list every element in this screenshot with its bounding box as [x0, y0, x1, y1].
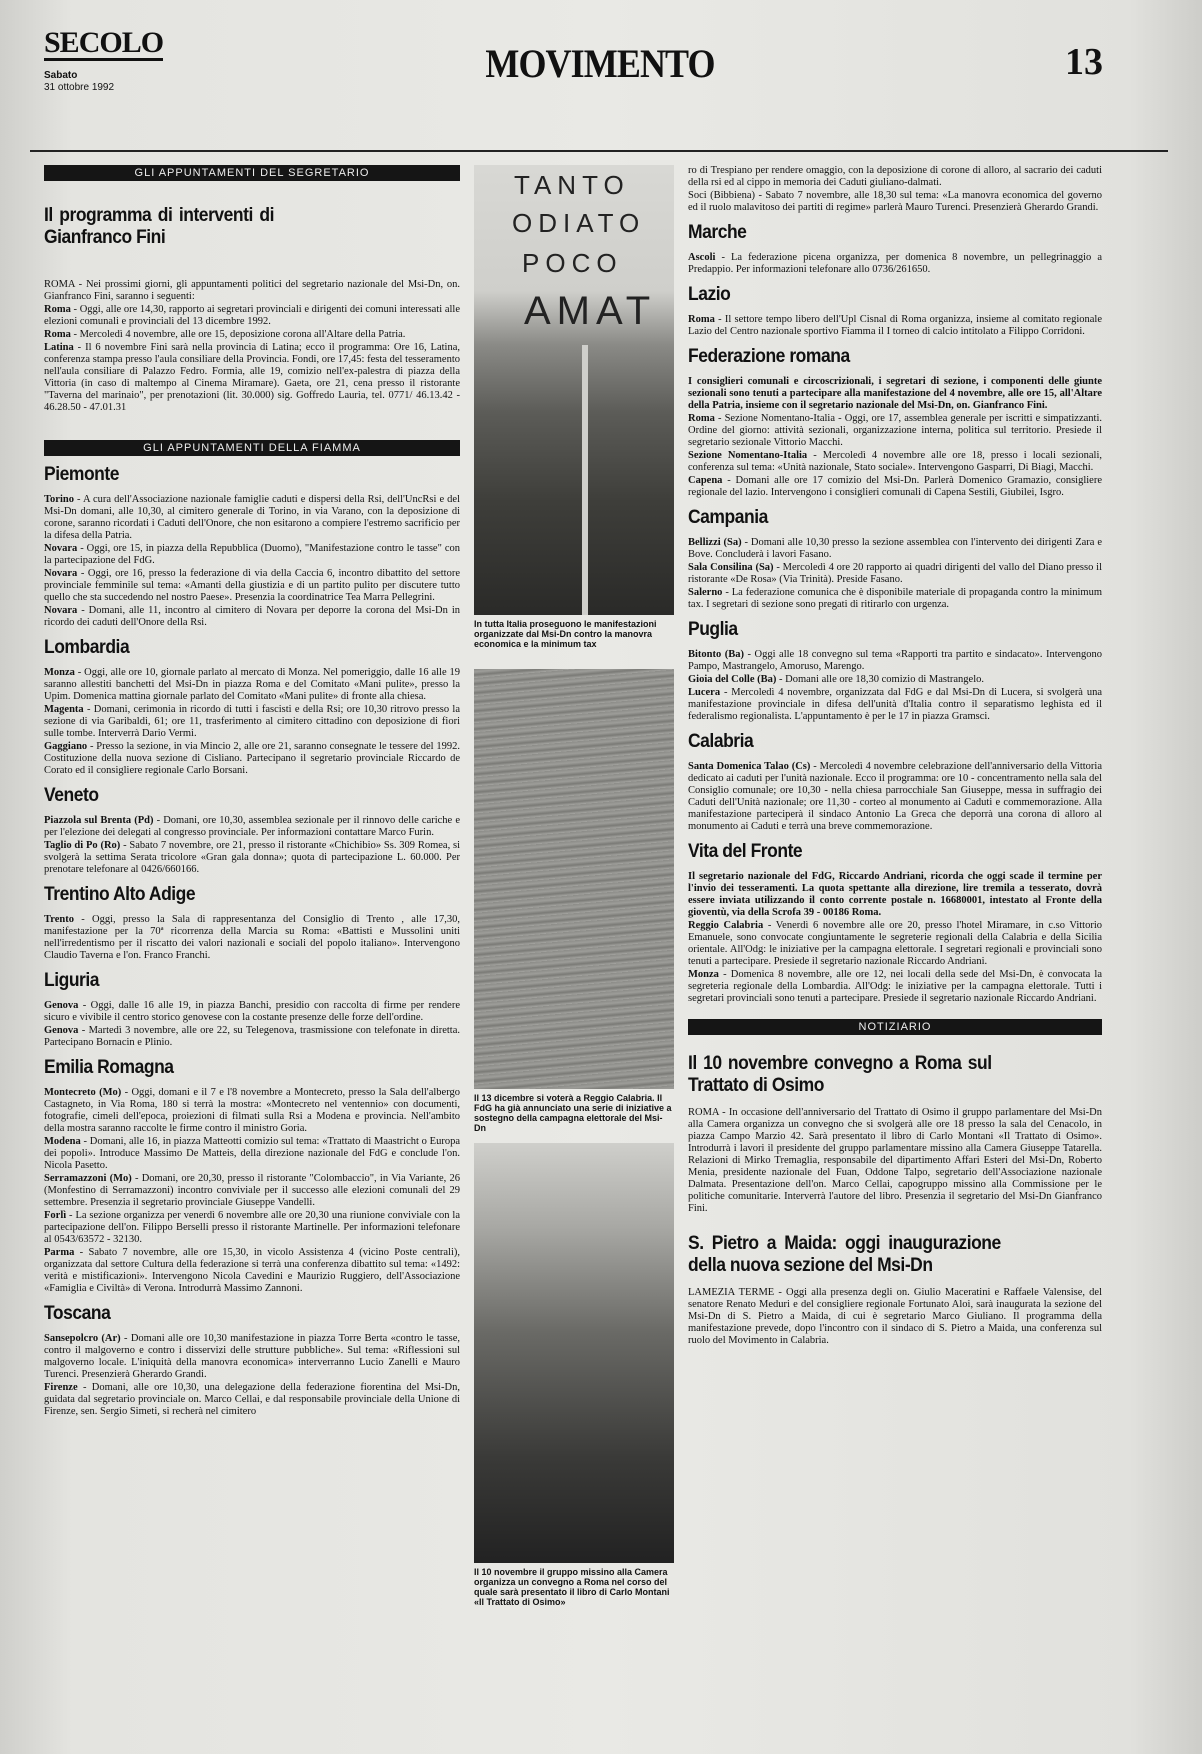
appointment-item: Modena - Domani, alle 16, in piazza Matteotti comizio sul tema: «Trattato di Maastricht o Europa dei popoli». Introduce Massimo De Matteis, della direzione nazionale del FdG e conclude l'on. Nicola Pasetto. [44, 1136, 460, 1171]
appointment-item: Novara - Oggi, ore 15, in piazza della Repubblica (Duomo), "Manifestazione contro le tasse" con la partecipazione del FdG. [44, 543, 460, 566]
appointment-item: Firenze - Domani, alle ore 10,30, una delegazione della federazione fiorentina del Msi-Dn, guidata dal segretario provinciale on. Marco Cellai, e dal responsabile provinciale della Unione di Firenze, sen. Sergio Simeti, si recherà nel cimitero [44, 1382, 460, 1417]
appointment-item: Novara - Domani, alle 11, incontro al cimitero di Novara per deporre la corona del Msi-Dn in ricordo dei caduti dell'Onore della Rsi. [44, 605, 460, 628]
banner-line-3: POCO [522, 248, 623, 278]
region-heading: Federazione romana [688, 346, 850, 367]
appointment-item: Novara - Oggi, ore 16, presso la federazione di via della Caccia 6, incontro dibattito del settore provinciale femminile sul tema: «Amanti della giustizia e di un partito pulito per discutere tutto quello che sta succedendo nel nostro Paese». Presenzia la coordinatrice Tea Marra Pellegrini. [44, 568, 460, 603]
banner-line-2: ODIATO [512, 208, 646, 238]
left-regions [44, 464, 460, 1418]
banner-line-4: AMAT [524, 289, 657, 333]
right-regions [688, 222, 1102, 1005]
schedule-item: Latina - Il 6 novembre Fini sarà nella provincia di Latina; ecco il programma: Ore 16, Latina, conferenza stampa presso l'aula consiliare della Provincia. Fondi, ore 17,45: festa del tesseramento nell'aula consiliare di Palazzo Fedro. Formia, alle 19, comizio nell'ex-palestra di piazza della Vittoria (in caso di maltempo al Cinema Miramare). Gaeta, ore 21, cena presso il ristorante "Taverna del marinaio", per prenotazioni (lit. 30.000) sig. Goffredo Lauria, tel. 0771/ 46.13.42 - 46.28.50 - 47.01.31 [44, 342, 460, 413]
news-osimo-body: ROMA - In occasione dell'anniversario del Trattato di Osimo il gruppo parlamentare del Msi-Dn alla Camera organizza un convegno che si svolgerà alle ore 18 presso la sala del Cenacolo, in piazza Campo Marzio 42. Sarà presentato il libro di Carlo Montani «Il Trattato di Osimo». Introdurrà i lavori il presidente del gruppo parlamentare missino alla Camera Giuseppe Tatarella. Relazioni di Mirko Tremaglia, responsabile del dipartimento Affari Esteri del Msi-Dn, Roberto Menia, presidente nazionale del Fuan, Oddone Talpo, segretario dell'Associazione nazionale Dalmata. Presentazione dell'on. Marco Cellai, capogruppo missino alla Commissione per le politiche comunitarie. Interverrà l'autore del libro. Presenzia il segretario del Msi-Dn Gianfranco Fini. [688, 1107, 1102, 1214]
news-maida-body: LAMEZIA TERME - Oggi alla presenza degli on. Giulio Maceratini e Raffaele Valensise, del senatore Renato Meduri e del consigliere regionale Fortunato Aloi, sarà inaugurata la sezione del Msi-Dn di S. Pietro a Maida, di cui è segretario Marco Giuliano. Il programma della manifestazione prevede, dopo l'incontro con il sindaco di S. Pietro a Maida, una conferenza sul ruolo del Movimento in Calabria. [688, 1287, 1102, 1346]
caption-protest: In tutta Italia proseguono le manifestazioni organizzate dal Msi-Dn contro la manovra economica e la minimum tax [474, 619, 657, 649]
schedule-item: Roma - Oggi, alle ore 14,30, rapporto ai segretari provinciali e dirigenti dei comuni interessati alle elezioni comunali e provinciali del 13 dicembre 1992. [44, 304, 460, 327]
appointment-item: Salerno - La federazione comunica che è disponibile materiale di propaganda contro la minimum tax. I segretari di sezione sono pregati di ritirarlo con urgenza. [688, 587, 1102, 610]
appointment-item: Genova - Oggi, dalle 16 alle 19, in piazza Banchi, presidio con raccolta di firme per rendere sicuro e vivibile il centro storico genovese con la costante presenze delle forze dell'ordine. [44, 1000, 460, 1023]
appointment-item: Sezione Nomentano-Italia - Mercoledì 4 novembre alle ore 18, presso i locali sezionali, conferenza sul tema: «Unità nazionale, Stato sociale». Intervengono Gasparri, Di Biagi, Macchi. [688, 450, 1102, 473]
banner-pole [582, 345, 588, 615]
caption-osimo: Il 10 novembre il gruppo missino alla Camera organizza un convegno a Roma nel corso del quale sarà presentato il libro di Carlo Montani «Il Trattato di Osimo» [474, 1567, 670, 1607]
appointment-item: Bitonto (Ba) - Oggi alle 18 convegno sul tema «Rapporti tra partito e sindacato». Intervengono Pampo, Mastrangelo, Amoruso, Marengo. [688, 649, 1102, 672]
appointment-item: Serramazzoni (Mo) - Domani, ore 20,30, presso il ristorante "Colombaccio", in Via Variante, 26 (Monfestino di Serramazzoni) incontro conviviale per il successo alle elezioni comunali del 29 settembre. Presenzia il segretario provinciale Giuseppe Vandelli. [44, 1173, 460, 1208]
appointment-item: Roma - Sezione Nomentano-Italia - Oggi, ore 17, assemblea generale per iscritti e simpatizzanti. Ordine del giorno: attività sezionali, organizzazione interna, politica sul territorio. Presiede il segretario sezionale Vittorio Macchi. [688, 413, 1102, 448]
appointment-item: Bellizzi (Sa) - Domani alle 10,30 presso la sezione assemblea con l'intervento dei dirigenti Zara e Bove. Concluderà i lavori Fasano. [688, 537, 1102, 560]
photo-protest-banner [474, 165, 674, 615]
middle-column [474, 165, 674, 1745]
bar-notiziario: NOTIZIARIO [688, 1019, 1102, 1035]
region-lead: I consiglieri comunali e circoscrizionali, i segretari di sezione, i componenti delle giunte sezionali sono tenuti a partecipare alla manifestazione del 4 novembre, alle ore 15, all'Altare della Patria, insieme con il segretario nazionale del Msi-Dn, on. Gianfranco Fini. [688, 376, 1102, 411]
masthead [0, 0, 1202, 140]
appointment-item: Ascoli - La federazione picena organizza, per domenica 8 novembre, un pellegrinaggio a Predappio. Per informazioni telefonare allo 0736/261650. [688, 252, 1102, 275]
appointment-item: Sansepolcro (Ar) - Domani alle ore 10,30 manifestazione in piazza Torre Berta «contro le tasse, contro il malgoverno e contro i disservizi delle strutture pubbliche». Sul tema: «Riflessioni sul malgoverno locale. L'iniquità della manovra economica» interverranno Lucio Zanelli e Mauro Turenci. Presenzierà Gherardo Grandi. [44, 1333, 460, 1380]
schedule-item: Roma - Mercoledì 4 novembre, alle ore 15, deposizione corona all'Altare della Patria. [44, 329, 406, 340]
appointment-item: Forlì - La sezione organizza per venerdì 6 novembre alle ore 20,30 una riunione conviviale con la partecipazione dell'on. Filippo Berselli presso il ristorante Martinelle. Per informazioni telefonare al 0543/63572 - 32130. [44, 1210, 460, 1245]
left-column [44, 165, 460, 1745]
appointment-item: Taglio di Po (Ro) - Sabato 7 novembre, ore 21, presso il ristorante «Chichibio» Ss. 309 Romea, si svolgerà la settima Serata tricolore «Gran gala donna»; quota di partecipazione L. 60.000. Per prenotare telefonare al 0426/660166. [44, 840, 460, 875]
region-heading: Campania [688, 507, 768, 528]
top-rule [30, 150, 1168, 152]
appointment-item: Roma - Il settore tempo libero dell'Upl Cisnal di Roma organizza, insieme al comitato regionale Lazio del Centro nazionale sportivo Fiamma il I torneo di calcio intitolato a Filippo Corridoni. [688, 314, 1102, 337]
appointment-item: Gaggiano - Presso la sezione, in via Mincio 2, alle ore 21, saranno consegnate le tessere del 1992. Costituzione della nuova sezione di Cisliano. Partecipano il segretario provinciale Riccardo de Corato ed il consigliere regionale Carlo Borsani. [44, 741, 460, 776]
headline-fini: Il programma di interventi di Gianfranco Fini [44, 205, 274, 248]
region-lead: Il segretario nazionale del FdG, Riccardo Andriani, ricorda che oggi scade il termine per l'invio dei tesseramenti. La quota spettante alla direzione, lire tremila a tesserato, dovrà essere inviata utilizzando il conto corrente postale n. 16680001, intestato al Fronte della gioventù, via della Scrofa 39 - 00186 Roma. [688, 871, 1102, 918]
appointment-item: Magenta - Domani, cerimonia in ricordo di tutti i fascisti e della Rsi; ore 10,30 ritrovo presso la sezione di via Garibaldi, 61; ore 11, trasferimento al cimitero cittadino con deposizione di fiori sulle tombe. Interverrà Dario Vermi. [44, 704, 460, 739]
appointment-item: Monza - Domenica 8 novembre, alle ore 12, nei locali della sede del Msi-Dn, è convocata la segreteria regionale della Lombardia. All'Odg: le iniziative per la campagna elettorale. Tutti i segretari provinciali sono tenuti a partecipare. Presiede il segretario nazionale Riccardo Andriani. [688, 969, 1102, 1004]
appointment-item: Torino - A cura dell'Associazione nazionale famiglie caduti e dispersi della Rsi, dell'UncRsi e del Msi-Dn domani, alle 10,30, al cimitero generale di Torino, in via Varano, con la deposizione di corone, saranno ricordati i Caduti dell'Onore, che non esitarono a compiere l'estremo sacrificio per la difesa della Patria. [44, 494, 460, 541]
region-heading: Lombardia [44, 637, 130, 658]
appointment-item: Trento - Oggi, presso la Sala di rappresentanza del Consiglio di Trento , alle 17,30, manifestazione per la 70ª ricorrenza della Marcia su Roma: «Battisti e Mussolini uniti nell'irredentismo per il riscatto dei valori nazionali e sociali del popolo italiano». Intervengono Claudio Taverna e l'on. Franco Franchi. [44, 914, 460, 961]
news-osimo-title: Il 10 novembre convegno a Roma sul Trattato di Osimo [688, 1053, 992, 1096]
news-maida-title: S. Pietro a Maida: oggi inaugurazione della nuova sezione del Msi-Dn [688, 1233, 1001, 1276]
appointment-item: Sala Consilina (Sa) - Mercoledì 4 ore 20 rapporto ai quadri dirigenti del vallo del Diano presso il ristorante «De Rosa» (Via Trinità). Preside Fasano. [688, 562, 1102, 585]
appointment-item: Gioia del Colle (Ba) - Domani alle ore 18,30 comizio di Mastrangelo. [688, 674, 984, 685]
region-heading: Piemonte [44, 464, 120, 485]
region-heading: Toscana [44, 1303, 111, 1324]
region-heading: Emilia Romagna [44, 1057, 174, 1078]
newspaper-logo: SECOLO [44, 26, 164, 59]
appointment-item: Genova - Martedì 3 novembre, alle ore 22, su Telegenova, trasmissione con telefonate in diretta. Partecipano Bornacin e Plinio. [44, 1025, 460, 1048]
issue-day: Sabato [44, 70, 78, 81]
region-heading: Calabria [688, 731, 754, 752]
continued-text: ro di Trespiano per rendere omaggio, con la deposizione di corone di alloro, al sacrario dei caduti della rsi ed al cippo in memoria dei Caduti giuliano-dalmati. [688, 165, 1102, 188]
fini-schedule-list [44, 304, 460, 414]
appointment-item: Lucera - Mercoledì 4 novembre, organizzata dal FdG e dal Msi-Dn di Lucera, si svolgerà una manifestazione provinciale in difesa dell'unità d'Italia contro il separatismo leghista ed il federalismo regionalista. L'appuntamento è per le 17 in piazza Gramsci. [688, 687, 1102, 722]
section-title: MOVIMENTO [485, 41, 715, 86]
region-heading: Puglia [688, 619, 738, 640]
continued-text-soci: Soci (Bibbiena) - Sabato 7 novembre, alle 18,30 sul tema: «La manovra economica del governo ed il ruolo malavitoso dei partiti di regime» parlerà Mauro Turenci. Presenzierà Gherardo Grandi. [688, 190, 1102, 213]
region-heading: Marche [688, 222, 747, 243]
photo-demonstration-flags [474, 1143, 674, 1563]
appointment-item: Santa Domenica Talao (Cs) - Mercoledì 4 novembre celebrazione dell'anniversario della Vittoria dedicato ai caduti per l'unità nazionale. Ecco il programma: ore 10 - concentramento nella sala del Consiglio comunale; ore 10,30 - nella chiesa parrocchiale San Giuseppe, messa in suffragio dei Caduti dell'Unità nazionale; ore 11,30 - corteo al monumento ai Caduti e commemorazione. Alla manifestazione parteciperà il sindaco Antonio La Greca che deporrà una corona di alloro al monumento ai Caduti e terrà una breve commemorazione. [688, 761, 1102, 832]
region-heading: Trentino Alto Adige [44, 884, 196, 905]
appointment-item: Parma - Sabato 7 novembre, alle ore 15,30, in vicolo Assistenza 4 (vicino Poste centrali), organizzata dal settore Cultura della federazione si terrà una conferenza dibattito sul tema: «1492: verità e mistificazioni». Intervengono Nicola Cavedini e Maurizio Ruggiero, dell'Associazione «Famiglia e Civiltà» di Verona. Introdurrà Massimo Zannoni. [44, 1247, 460, 1294]
appointment-item: Reggio Calabria - Venerdì 6 novembre alle ore 20, presso l'hotel Miramare, in c.so Vittorio Emanuele, sono convocate congiuntamente le segreterie regionali della Calabria e della Sicilia orientale. All'Odg: le iniziative per la campagna elettorale. I segretari regionali e provinciali sono tenuti a partecipare. Presiede il segretario nazionale Riccardo Andriani. [688, 920, 1102, 967]
right-column [688, 165, 1102, 1745]
region-heading: Liguria [44, 970, 100, 991]
appointment-item: Capena - Domani alle ore 17 comizio del Msi-Dn. Parlerà Domenico Gramazio, consigliere regionale del lazio. Intervengono i consiglieri comunali di Capena Sestili, Giubilei, Isgro. [688, 475, 1102, 498]
page-number: 13 [1065, 41, 1103, 83]
issue-date: 31 ottobre 1992 [44, 82, 115, 93]
photo-sea-crowd [474, 669, 674, 1089]
caption-reggio: Il 13 dicembre si voterà a Reggio Calabria. Il FdG ha già annunciato una serie di iniziative a sostegno della campagna elettorale del Msi-Dn [474, 1093, 672, 1133]
region-heading: Veneto [44, 785, 99, 806]
region-heading: Lazio [688, 284, 731, 305]
banner-line-1: TANTO [514, 170, 630, 200]
bar-appuntamenti-segretario: GLI APPUNTAMENTI DEL SEGRETARIO [44, 165, 460, 181]
appointment-item: Piazzola sul Brenta (Pd) - Domani, ore 10,30, assemblea sezionale per il rinnovo delle cariche e per l'elezione dei delegati al congresso provinciale. Per informazioni contattare Marco Furin. [44, 815, 460, 838]
appointment-item: Monza - Oggi, alle ore 10, giornale parlato al mercato di Monza. Nel pomeriggio, dalle 16 alle 19 saranno allestiti banchetti del Msi-Dn in piazza Roma e del Comitato «Mani pulite», presso la Upim. Domenica mattina giornale parlato del Comitato «Mani pulite» di fronte alla chiesa. [44, 667, 460, 702]
bar-appuntamenti-fiamma: GLI APPUNTAMENTI DELLA FIAMMA [44, 440, 460, 456]
region-heading: Vita del Fronte [688, 841, 803, 862]
appointment-item: Montecreto (Mo) - Oggi, domani e il 7 e l'8 novembre a Montecreto, presso la Sala dell'albergo Castagneto, in Via Roma, 180 si terrà la mostra: «Montecreto nel ventennio» con documenti, fotografie, cimeli dell'epoca, proiezioni di filmati sulla Rsi a Modena e provincia. Nell'ambito della mostra saranno raccolte le firme contro il ministro Goria. [44, 1087, 460, 1134]
intro-paragraph: ROMA - Nei prossimi giorni, gli appuntamenti politici del segretario nazionale del Msi-Dn, on. Gianfranco Fini, saranno i seguenti: [44, 279, 460, 302]
